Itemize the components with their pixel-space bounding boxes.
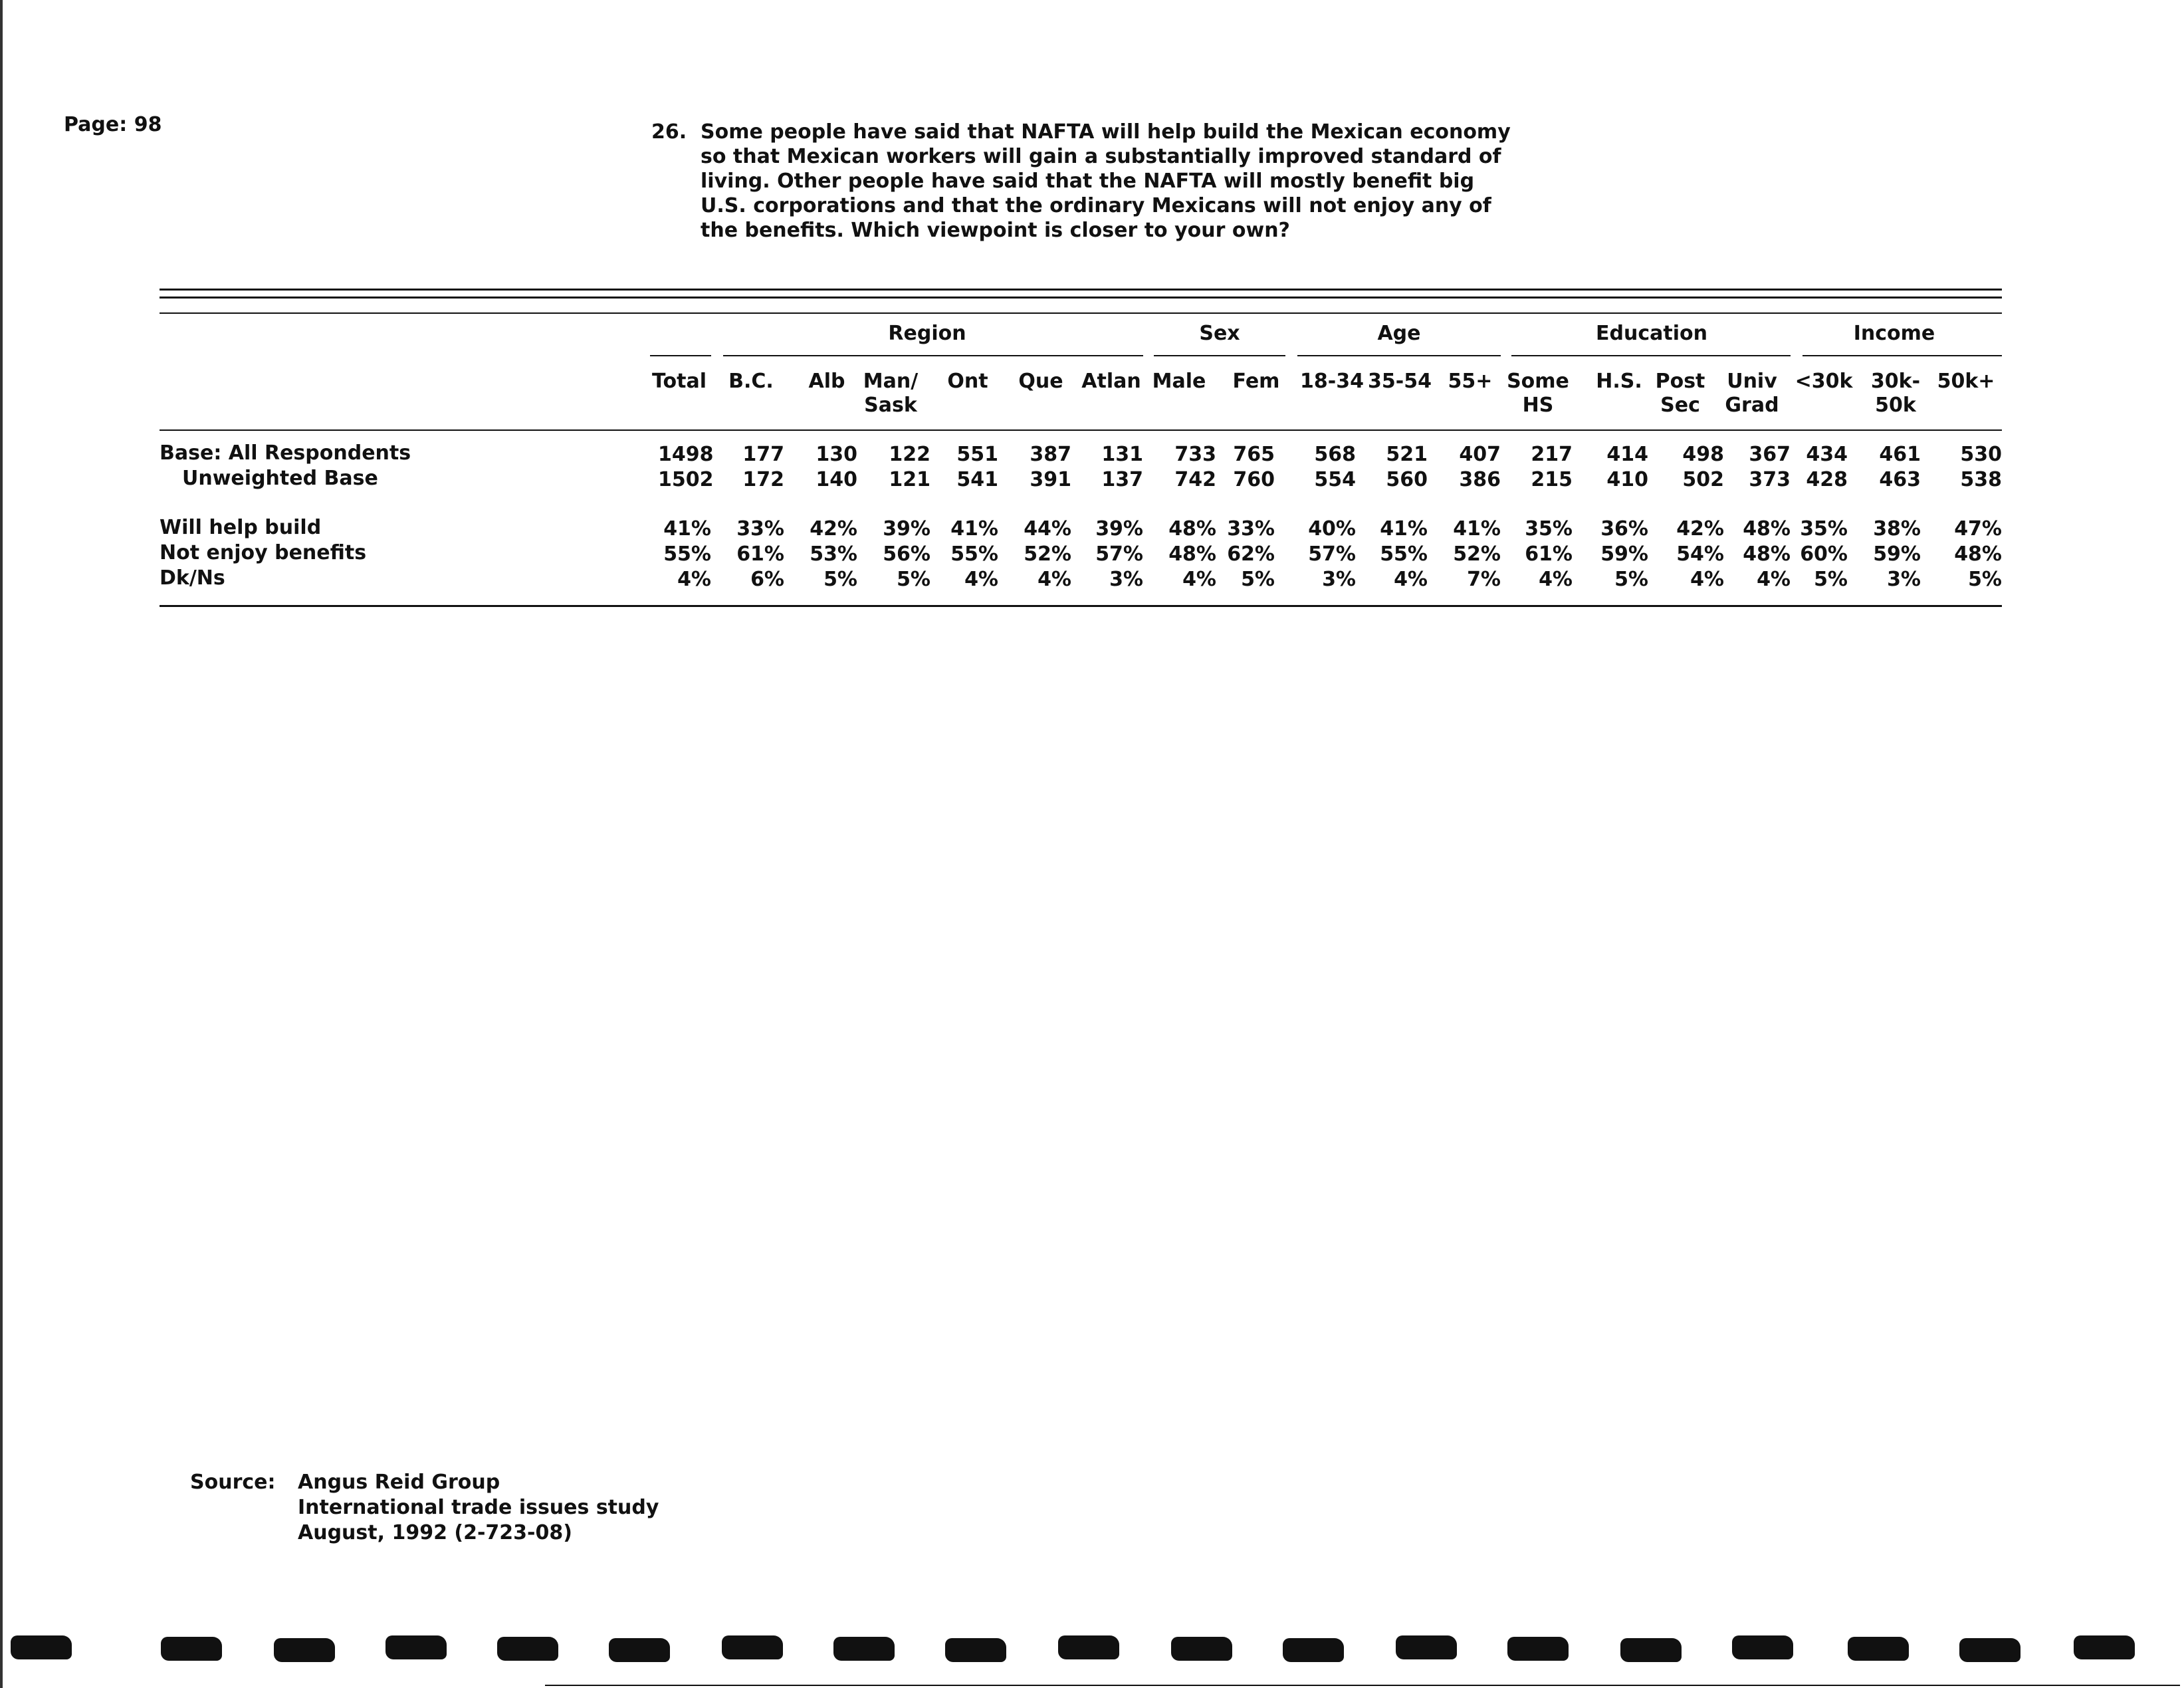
table-cell: 215 (1531, 468, 1573, 491)
group-region: Region (888, 322, 966, 345)
column-header (1001, 370, 1081, 394)
source-line-2: International trade issues study (298, 1496, 659, 1519)
table-cell: 4% (1037, 568, 1071, 591)
table-cell: 172 (742, 468, 784, 491)
table-cell: 59% (1600, 543, 1648, 566)
column-header (1498, 370, 1578, 418)
table-cell: 4% (1394, 568, 1428, 591)
column-header (851, 370, 930, 418)
table-cell: 551 (956, 443, 998, 466)
table-cell: 47% (1954, 517, 2002, 541)
column-header (1712, 370, 1792, 418)
binding-mark (274, 1638, 335, 1662)
table-cell: 5% (1241, 568, 1275, 591)
column-header-line-1: Ont (947, 370, 988, 393)
table-cell: 4% (1757, 568, 1791, 591)
column-header (639, 370, 719, 394)
table-cell: 4% (964, 568, 998, 591)
table-cell: 59% (1873, 543, 1921, 566)
table-cell: 387 (1030, 443, 1071, 466)
column-header (1360, 370, 1440, 394)
binding-mark (1732, 1635, 1793, 1659)
column-header-line-1: Total (652, 370, 707, 393)
table-cell: 6% (750, 568, 784, 591)
column-header-line-1: Que (1018, 370, 1063, 393)
table-cell: 5% (823, 568, 857, 591)
group-income: Income (1853, 322, 1935, 345)
binding-mark (161, 1637, 222, 1661)
table-cell: 57% (1095, 543, 1143, 566)
source-line-3: August, 1992 (2-723-08) (298, 1521, 572, 1544)
table-cell: 122 (889, 443, 930, 466)
column-header-line-1: H.S. (1596, 370, 1642, 393)
rule-income (1802, 355, 2002, 356)
table-top-rule-1 (160, 289, 2002, 291)
table-cell: 733 (1174, 443, 1216, 466)
binding-mark (1171, 1637, 1232, 1661)
table-cell: 434 (1806, 443, 1848, 466)
page-number: Page: 98 (64, 113, 162, 136)
table-cell: 217 (1531, 443, 1573, 466)
table-cell: 38% (1873, 517, 1921, 541)
table-cell: 568 (1314, 443, 1356, 466)
table-cell: 765 (1233, 443, 1275, 466)
column-header-line-1: 55+ (1448, 370, 1493, 393)
table-cell: 41% (1453, 517, 1501, 541)
table-top-rule-2 (160, 297, 2002, 299)
binding-mark (945, 1638, 1006, 1662)
table-cell: 414 (1606, 443, 1648, 466)
table-cell: 428 (1806, 468, 1848, 491)
table-cell: 41% (1380, 517, 1428, 541)
table-cell: 131 (1101, 443, 1143, 466)
table-cell: 137 (1101, 468, 1143, 491)
group-sex: Sex (1199, 322, 1240, 345)
row-label-dkns: Dk/Ns (160, 566, 225, 590)
question-number: 26. (651, 120, 687, 144)
table-cell: 57% (1308, 543, 1356, 566)
table-cell: 742 (1174, 468, 1216, 491)
table-cell: 48% (1168, 543, 1216, 566)
table-cell: 461 (1879, 443, 1921, 466)
column-header-line-2: Sec (1660, 394, 1700, 417)
table-cell: 538 (1960, 468, 2002, 491)
table-cell: 42% (810, 517, 857, 541)
table-cell: 521 (1386, 443, 1428, 466)
table-cell: 35% (1525, 517, 1573, 541)
table-cell: 530 (1960, 443, 2002, 466)
table-cell: 140 (816, 468, 857, 491)
table-cell: 177 (742, 443, 784, 466)
table-cell: 48% (1954, 543, 2002, 566)
table-cell: 410 (1606, 468, 1648, 491)
table-cell: 541 (956, 468, 998, 491)
table-cell: 1498 (658, 443, 714, 466)
binding-mark (11, 1635, 72, 1659)
rule-sex (1154, 355, 1285, 356)
rule-education (1511, 355, 1791, 356)
table-cell: 41% (950, 517, 998, 541)
source-line-1: Angus Reid Group (298, 1471, 500, 1494)
table-cell: 48% (1743, 517, 1791, 541)
table-cell: 5% (1614, 568, 1648, 591)
table-cell: 3% (1322, 568, 1356, 591)
column-header (1216, 370, 1296, 394)
table-cell: 1502 (658, 468, 714, 491)
table-cell: 463 (1879, 468, 1921, 491)
rule-age (1297, 355, 1501, 356)
table-cell: 55% (663, 543, 711, 566)
table-cell: 44% (1024, 517, 1071, 541)
table-cell: 130 (816, 443, 857, 466)
group-education: Education (1596, 322, 1707, 345)
table-cell: 52% (1024, 543, 1071, 566)
table-cell: 53% (810, 543, 857, 566)
table-cell: 502 (1682, 468, 1724, 491)
table-cell: 4% (1539, 568, 1573, 591)
table-header-rule (160, 312, 2002, 314)
row-label-base: Base: All Respondents (160, 441, 411, 465)
column-header-line-2: 50k (1875, 394, 1916, 417)
table-cell: 39% (883, 517, 930, 541)
table-cell: 498 (1682, 443, 1724, 466)
column-header-line-2: Sask (864, 394, 917, 417)
binding-mark (497, 1637, 558, 1661)
binding-mark (1620, 1638, 1682, 1662)
binding-mark (1507, 1637, 1569, 1661)
column-header (928, 370, 1008, 394)
column-header-line-1: 18-34 (1300, 370, 1364, 393)
table-cell: 61% (1525, 543, 1573, 566)
column-header-line-1: Male (1152, 370, 1206, 393)
column-header (1856, 370, 1935, 418)
table-cell: 60% (1800, 543, 1848, 566)
binding-mark (1283, 1638, 1344, 1662)
header-bottom-rule (160, 429, 2002, 431)
table-cell: 55% (1380, 543, 1428, 566)
table-cell: 4% (677, 568, 711, 591)
column-header (1784, 370, 1864, 394)
table-cell: 5% (897, 568, 930, 591)
column-header (1926, 370, 2006, 394)
table-cell: 367 (1749, 443, 1791, 466)
table-cell: 33% (1227, 517, 1275, 541)
table-cell: 4% (1182, 568, 1216, 591)
group-age: Age (1377, 322, 1421, 345)
column-header-line-1: Alb (808, 370, 845, 393)
binding-mark (722, 1635, 783, 1659)
column-header-line-1: Fem (1232, 370, 1280, 393)
table-cell: 41% (663, 517, 711, 541)
table-cell: 61% (736, 543, 784, 566)
table-cell: 3% (1109, 568, 1143, 591)
table-cell: 42% (1676, 517, 1724, 541)
binding-mark (385, 1635, 447, 1659)
table-cell: 52% (1453, 543, 1501, 566)
column-header-line-1: Post (1655, 370, 1705, 393)
rule-total (650, 355, 711, 356)
table-cell: 4% (1690, 568, 1724, 591)
column-header (1139, 370, 1219, 394)
table-cell: 36% (1600, 517, 1648, 541)
column-header-line-2: HS (1522, 394, 1554, 417)
table-cell: 554 (1314, 468, 1356, 491)
table-cell: 35% (1800, 517, 1848, 541)
row-label-not-enjoy: Not enjoy benefits (160, 541, 367, 564)
column-header (711, 370, 791, 394)
column-header-line-1: <30k (1795, 370, 1853, 393)
row-label-unweighted: Unweighted Base (182, 467, 378, 490)
row-label-will-help: Will help build (160, 516, 322, 539)
binding-mark (833, 1637, 895, 1661)
column-header-line-1: Atlan (1081, 370, 1141, 393)
table-cell: 48% (1743, 543, 1791, 566)
table-cell: 54% (1676, 543, 1724, 566)
table-cell: 407 (1459, 443, 1501, 466)
column-header-line-1: 50k+ (1937, 370, 1995, 393)
question-text: Some people have said that NAFTA will help build the Mexican economy so that Mexican workers will gain a substantially improved standard of living. Other people have said that the NAFTA will mostly benefit big U.S. corporations and that the ordinary Mexicans will not enjoy any of the benefits. Which viewpoint is closer to your own? (701, 120, 1511, 242)
column-header-line-1: 30k- (1870, 370, 1921, 393)
table-cell: 121 (889, 468, 930, 491)
column-header-line-1: 35-54 (1368, 370, 1432, 393)
table-cell: 62% (1227, 543, 1275, 566)
binding-mark (609, 1638, 670, 1662)
table-cell: 33% (736, 517, 784, 541)
binding-mark (1058, 1635, 1119, 1659)
binding-mark (1848, 1637, 1909, 1661)
table-cell: 560 (1386, 468, 1428, 491)
table-cell: 48% (1168, 517, 1216, 541)
column-header-line-1: B.C. (728, 370, 774, 393)
table-cell: 760 (1233, 468, 1275, 491)
column-header-line-2: Grad (1725, 394, 1779, 417)
table-cell: 3% (1887, 568, 1921, 591)
binding-mark (1959, 1638, 2020, 1662)
source-label: Source: (190, 1471, 276, 1494)
page-left-edge (0, 0, 3, 1688)
binding-mark (2074, 1635, 2135, 1659)
column-header-line-1: Some (1507, 370, 1569, 393)
table-cell: 56% (883, 543, 930, 566)
table-cell: 373 (1749, 468, 1791, 491)
table-cell: 391 (1030, 468, 1071, 491)
table-cell: 55% (950, 543, 998, 566)
table-cell: 7% (1467, 568, 1501, 591)
table-cell: 386 (1459, 468, 1501, 491)
table-bottom-rule (160, 605, 2002, 607)
table-cell: 40% (1308, 517, 1356, 541)
binding-mark (1396, 1635, 1457, 1659)
column-header-line-1: Univ (1727, 370, 1777, 393)
table-cell: 5% (1968, 568, 2002, 591)
bottom-edge-rule (545, 1685, 2180, 1686)
rule-region (723, 355, 1143, 356)
column-header (1640, 370, 1720, 418)
column-header-line-1: Man/ (863, 370, 919, 393)
table-cell: 39% (1095, 517, 1143, 541)
table-cell: 5% (1814, 568, 1848, 591)
